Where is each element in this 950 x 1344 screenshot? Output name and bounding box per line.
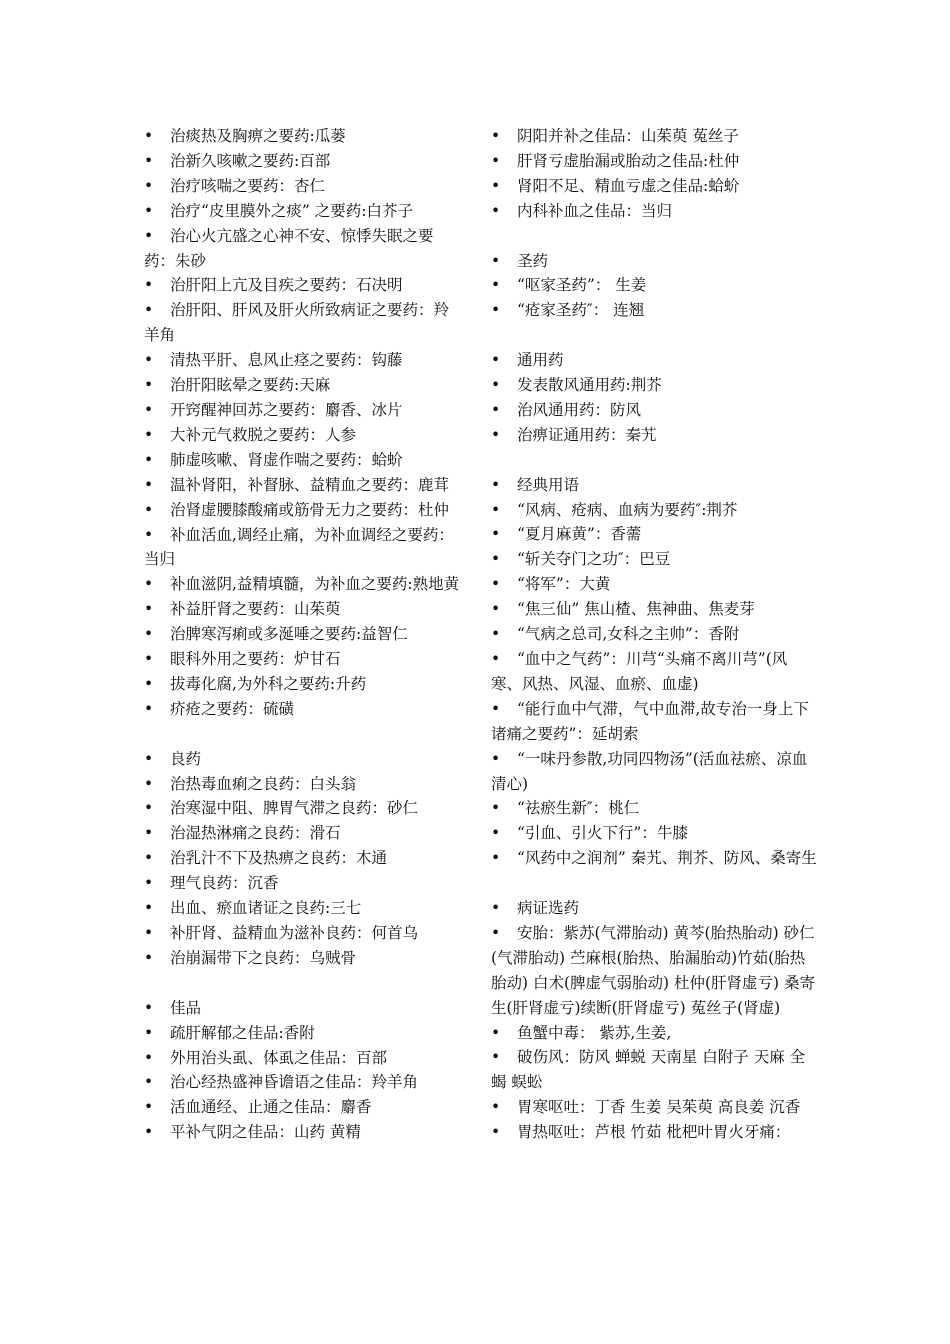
list-item — [491, 149, 817, 174]
bullet-icon: • — [144, 450, 154, 469]
list-item-text: 平补气阴之佳品：山药 黄精 — [170, 1123, 361, 1142]
list-item — [491, 1045, 817, 1095]
list-item-text: 治新久咳嗽之要药:百部 — [170, 151, 331, 170]
list-item — [491, 348, 817, 373]
bullet-icon: • — [491, 425, 501, 444]
list-item-text: “斩关夺门之功″：巴豆 — [517, 550, 671, 569]
list-item-text: 发表散风通用药:荆芥 — [517, 376, 662, 395]
bullet-icon: • — [144, 301, 154, 320]
list-item — [491, 373, 817, 398]
bullet-icon: • — [144, 1098, 154, 1117]
list-item — [144, 124, 462, 149]
list-item-text: 治肝阳眩晕之要药:天麻 — [170, 376, 331, 395]
bullet-icon: • — [491, 500, 501, 519]
bullet-icon: • — [144, 400, 154, 419]
list-item-text: 开窍醒神回苏之要药：麝香、冰片 — [170, 400, 403, 419]
list-item-text: 治肾虚腰膝酸痛或筋骨无力之要药：杜仲 — [170, 500, 450, 519]
list-item — [144, 1095, 462, 1120]
list-item-text: 治疗“皮里膜外之痰” 之要药:白芥子 — [170, 201, 413, 220]
list-item-text: 理气良药：沉香 — [170, 874, 279, 893]
list-item-text: “风药中之润剂” 秦艽、荆芥、防风、桑寄生 — [517, 849, 817, 868]
list-item — [144, 149, 462, 174]
list-item — [491, 398, 817, 423]
list-item-text: 治痹证通用药：秦艽 — [517, 425, 657, 444]
bullet-icon: • — [491, 550, 501, 569]
bullet-icon: • — [491, 600, 501, 619]
list-item-text: 治风通用药：防风 — [517, 400, 642, 419]
bullet-icon: • — [144, 600, 154, 619]
list-item-text: “夏月麻黄”：香薷 — [517, 525, 642, 544]
bullet-icon: • — [144, 824, 154, 843]
bullet-icon: • — [491, 1048, 501, 1067]
list-item-text: 治肝阳、肝风及肝火所致病证之要药：羚羊角 — [144, 301, 450, 345]
list-item — [144, 373, 462, 398]
list-item — [491, 1021, 817, 1046]
list-item-text: 治崩漏带下之良药：乌贼骨 — [170, 948, 357, 967]
list-item — [144, 523, 462, 573]
section-gap — [144, 971, 462, 996]
list-item-text: “能行血中气滞，气中血滞,故专治一身上下诸痛之要药”：延胡索 — [491, 699, 809, 743]
list-item-text: “祛瘀生新″：桃仁 — [517, 799, 640, 818]
bullet-icon: • — [491, 799, 501, 818]
list-item — [144, 996, 462, 1021]
bullet-icon: • — [491, 151, 501, 170]
list-item-text: 治心经热盛神昏谵语之佳品：羚羊角 — [170, 1073, 419, 1092]
list-item — [491, 796, 817, 821]
list-item — [144, 597, 462, 622]
bullet-icon: • — [144, 376, 154, 395]
list-item — [491, 174, 817, 199]
list-item — [491, 522, 817, 547]
list-item — [491, 124, 817, 149]
list-item — [491, 249, 817, 274]
list-item — [144, 199, 462, 224]
list-item-text: 通用药 — [517, 351, 564, 370]
list-item — [491, 423, 817, 448]
bullet-icon: • — [491, 276, 501, 295]
list-item-text: “疮家圣药″： 连翘 — [517, 301, 645, 320]
list-item-text: 外用治头虱、体虱之佳品：百部 — [170, 1048, 388, 1067]
list-item — [144, 747, 462, 772]
list-item-text: “气病之总司,女科之主帅”：香附 — [517, 625, 740, 644]
list-item-text: 清热平肝、息风止痉之要药：钩藤 — [170, 351, 403, 370]
list-item-text: 出血、瘀血诸证之良药:三七 — [170, 899, 362, 918]
list-item-text: 治湿热淋痛之良药：滑石 — [170, 824, 341, 843]
bullet-icon: • — [144, 699, 154, 718]
list-item — [491, 921, 817, 1021]
list-item-text: 拔毒化腐,为外科之要药:升药 — [170, 674, 367, 693]
list-item — [144, 772, 462, 797]
list-item — [491, 572, 817, 597]
list-item-text: 良药 — [170, 749, 202, 768]
list-item — [144, 672, 462, 697]
section-gap — [144, 722, 462, 747]
list-item-text: 破伤风：防风 蝉蜕 天南星 白附子 天麻 全蝎 蜈蚣 — [491, 1048, 806, 1092]
list-item-text: 鱼蟹中毒： 紫苏,生姜, — [517, 1023, 672, 1042]
bullet-icon: • — [144, 799, 154, 818]
list-item — [144, 622, 462, 647]
list-item — [144, 423, 462, 448]
list-item — [144, 348, 462, 373]
bullet-icon: • — [491, 699, 501, 718]
bullet-icon: • — [491, 923, 501, 942]
section-gap — [491, 871, 817, 896]
list-item — [144, 498, 462, 523]
list-item — [144, 821, 462, 846]
bullet-icon: • — [491, 649, 501, 668]
list-item-text: 疥疮之要药：硫磺 — [170, 699, 295, 718]
right-column — [491, 124, 817, 1145]
bullet-icon: • — [144, 276, 154, 295]
list-item-text: 佳品 — [170, 998, 202, 1017]
bullet-icon: • — [491, 1023, 501, 1042]
list-item — [491, 896, 817, 921]
list-item — [491, 1120, 817, 1145]
list-item — [144, 1046, 462, 1071]
list-item — [144, 448, 462, 473]
list-item-text: 安胎：紫苏(气滞胎动) 黄芩(胎热胎动) 砂仁(气滞胎动) 苎麻根(胎热、胎漏胎动)竹茹(胎热胎动) 白术(脾虚气弱胎动) 杜仲(肝肾虚亏) 桑寄生(肝肾虚亏)续断(肝肾虚亏) 菟丝子(肾虚) — [491, 923, 816, 1017]
bullet-icon: • — [491, 251, 501, 270]
bullet-icon: • — [144, 1048, 154, 1067]
bullet-icon: • — [144, 650, 154, 669]
list-item — [491, 273, 817, 298]
section-gap — [491, 448, 817, 473]
list-item — [144, 921, 462, 946]
list-item-text: 治疗咳喘之要药：杏仁 — [170, 176, 326, 195]
list-item — [144, 896, 462, 921]
bullet-icon: • — [144, 500, 154, 519]
bullet-icon: • — [144, 849, 154, 868]
list-item-text: “呕家圣药”： 生姜 — [517, 276, 647, 295]
list-item — [491, 647, 817, 697]
list-item-text: 肺虚咳嗽、肾虚作喘之要药：蛤蚧 — [170, 450, 403, 469]
list-item — [144, 946, 462, 971]
list-item-text: 阴阳并补之佳品：山茱萸 菟丝子 — [517, 127, 739, 145]
list-item-text: “风病、疮病、血病为要药″:荆芥 — [517, 500, 738, 519]
list-item — [491, 199, 817, 224]
list-item — [491, 747, 817, 797]
bullet-icon: • — [491, 475, 501, 494]
list-item — [144, 1070, 462, 1095]
bullet-icon: • — [491, 201, 501, 220]
bullet-icon: • — [144, 998, 154, 1017]
bullet-icon: • — [144, 899, 154, 918]
list-item-text: 治热毒血痢之良药：白头翁 — [170, 774, 357, 793]
bullet-icon: • — [144, 1023, 154, 1042]
list-item-text: 疏肝解郁之佳品:香附 — [170, 1023, 315, 1042]
bullet-icon: • — [491, 749, 501, 768]
bullet-icon: • — [144, 749, 154, 768]
bullet-icon: • — [491, 525, 501, 544]
bullet-icon: • — [491, 899, 501, 918]
list-item-text: 治痰热及胸痹之要药:瓜蒌 — [170, 127, 346, 145]
bullet-icon: • — [144, 874, 154, 893]
list-item — [491, 622, 817, 647]
list-item-text: 圣药 — [517, 251, 549, 270]
list-item — [144, 572, 462, 597]
list-item-text: 补肝肾、益精血为滋补良药：何首乌 — [170, 923, 419, 942]
bullet-icon: • — [491, 575, 501, 594]
list-item-text: “焦三仙” 焦山楂、焦神曲、焦麦芽 — [517, 600, 755, 619]
list-item-text: 活血通经、止通之佳品：麝香 — [170, 1098, 372, 1117]
list-item — [144, 871, 462, 896]
bullet-icon: • — [491, 376, 501, 395]
list-item — [144, 1021, 462, 1046]
bullet-icon: • — [144, 475, 154, 494]
bullet-icon: • — [491, 1123, 501, 1142]
list-item — [144, 224, 462, 274]
list-item — [144, 398, 462, 423]
list-item-text: 经典用语 — [517, 475, 580, 494]
list-item-text: 补血活血,调经止痛，为补血调经之要药：当归 — [144, 525, 454, 569]
list-item-text: “将军”：大黄 — [517, 575, 611, 594]
list-item-text: “引血、引火下行”：牛膝 — [517, 824, 688, 843]
bullet-icon: • — [144, 351, 154, 370]
bullet-icon: • — [144, 774, 154, 793]
list-item-text: 治寒湿中阻、脾胃气滞之良药：砂仁 — [170, 799, 419, 818]
bullet-icon: • — [144, 575, 154, 594]
bullet-icon: • — [491, 625, 501, 644]
section-gap — [491, 323, 817, 348]
bullet-icon: • — [491, 127, 501, 145]
list-item-text: 治乳汁不下及热痹之良药：木通 — [170, 849, 388, 868]
section-gap — [491, 224, 817, 249]
list-item-text: 病证选药 — [517, 899, 580, 918]
bullet-icon: • — [491, 1098, 501, 1117]
bullet-icon: • — [144, 226, 154, 245]
list-item — [491, 498, 817, 523]
bullet-icon: • — [144, 127, 154, 145]
bullet-icon: • — [491, 824, 501, 843]
bullet-icon: • — [491, 351, 501, 370]
left-column — [144, 124, 462, 1145]
list-item-text: “血中之气药”：川芎“头痛不离川芎”(风寒、风热、风湿、血瘀、血虚) — [491, 649, 788, 693]
bullet-icon: • — [144, 1073, 154, 1092]
list-item — [144, 174, 462, 199]
list-item — [144, 846, 462, 871]
list-item — [144, 298, 462, 348]
list-item-text: 肾阳不足、精血亏虚之佳品:蛤蚧 — [517, 176, 740, 195]
list-item — [491, 697, 817, 747]
bullet-icon: • — [144, 425, 154, 444]
list-item-text: 温补肾阳，补督脉、益精血之要药：鹿茸 — [170, 475, 450, 494]
list-item — [491, 597, 817, 622]
list-item-text: 内科补血之佳品：当归 — [517, 201, 673, 220]
list-item-text: 胃热呕吐：芦根 竹茹 枇杷叶胃火牙痛： — [517, 1123, 791, 1142]
list-item — [144, 796, 462, 821]
bullet-icon: • — [144, 674, 154, 693]
bullet-icon: • — [144, 525, 154, 544]
list-item — [491, 298, 817, 323]
list-item — [491, 846, 817, 871]
list-item — [491, 547, 817, 572]
bullet-icon: • — [144, 201, 154, 220]
bullet-icon: • — [144, 948, 154, 967]
list-item-text: 治脾寒泻痢或多涎唾之要药:益智仁 — [170, 625, 408, 644]
bullet-icon: • — [144, 176, 154, 195]
list-item-text: “一味丹参散,功同四物汤”(活血祛瘀、凉血清心) — [491, 749, 808, 793]
list-item-text: 补益肝肾之要药：山茱萸 — [170, 600, 341, 619]
list-item-text: 治心火亢盛之心神不安、惊悸失眠之要药：朱砂 — [144, 226, 434, 270]
bullet-icon: • — [491, 849, 501, 868]
list-item — [144, 1120, 462, 1145]
bullet-icon: • — [144, 923, 154, 942]
list-item — [491, 473, 817, 498]
list-item — [144, 647, 462, 672]
bullet-icon: • — [491, 400, 501, 419]
list-item — [144, 473, 462, 498]
bullet-icon: • — [144, 151, 154, 170]
list-item-text: 肝肾亏虚胎漏或胎动之佳品:杜仲 — [517, 151, 740, 170]
list-item-text: 大补元气救脱之要药：人参 — [170, 425, 357, 444]
bullet-icon: • — [491, 176, 501, 195]
list-item-text: 治肝阳上亢及目疾之要药：石决明 — [170, 276, 403, 295]
list-item — [144, 273, 462, 298]
bullet-icon: • — [144, 625, 154, 644]
list-item-text: 胃寒呕吐：丁香 生姜 吴茱萸 高良姜 沉香 — [517, 1098, 801, 1117]
bullet-icon: • — [144, 1123, 154, 1142]
list-item — [491, 1095, 817, 1120]
list-item-text: 眼科外用之要药：炉甘石 — [170, 650, 341, 669]
list-item — [144, 697, 462, 722]
list-item-text: 补血滋阴,益精填髓，为补血之要药:熟地黄 — [170, 575, 460, 594]
list-item — [491, 821, 817, 846]
bullet-icon: • — [491, 301, 501, 320]
